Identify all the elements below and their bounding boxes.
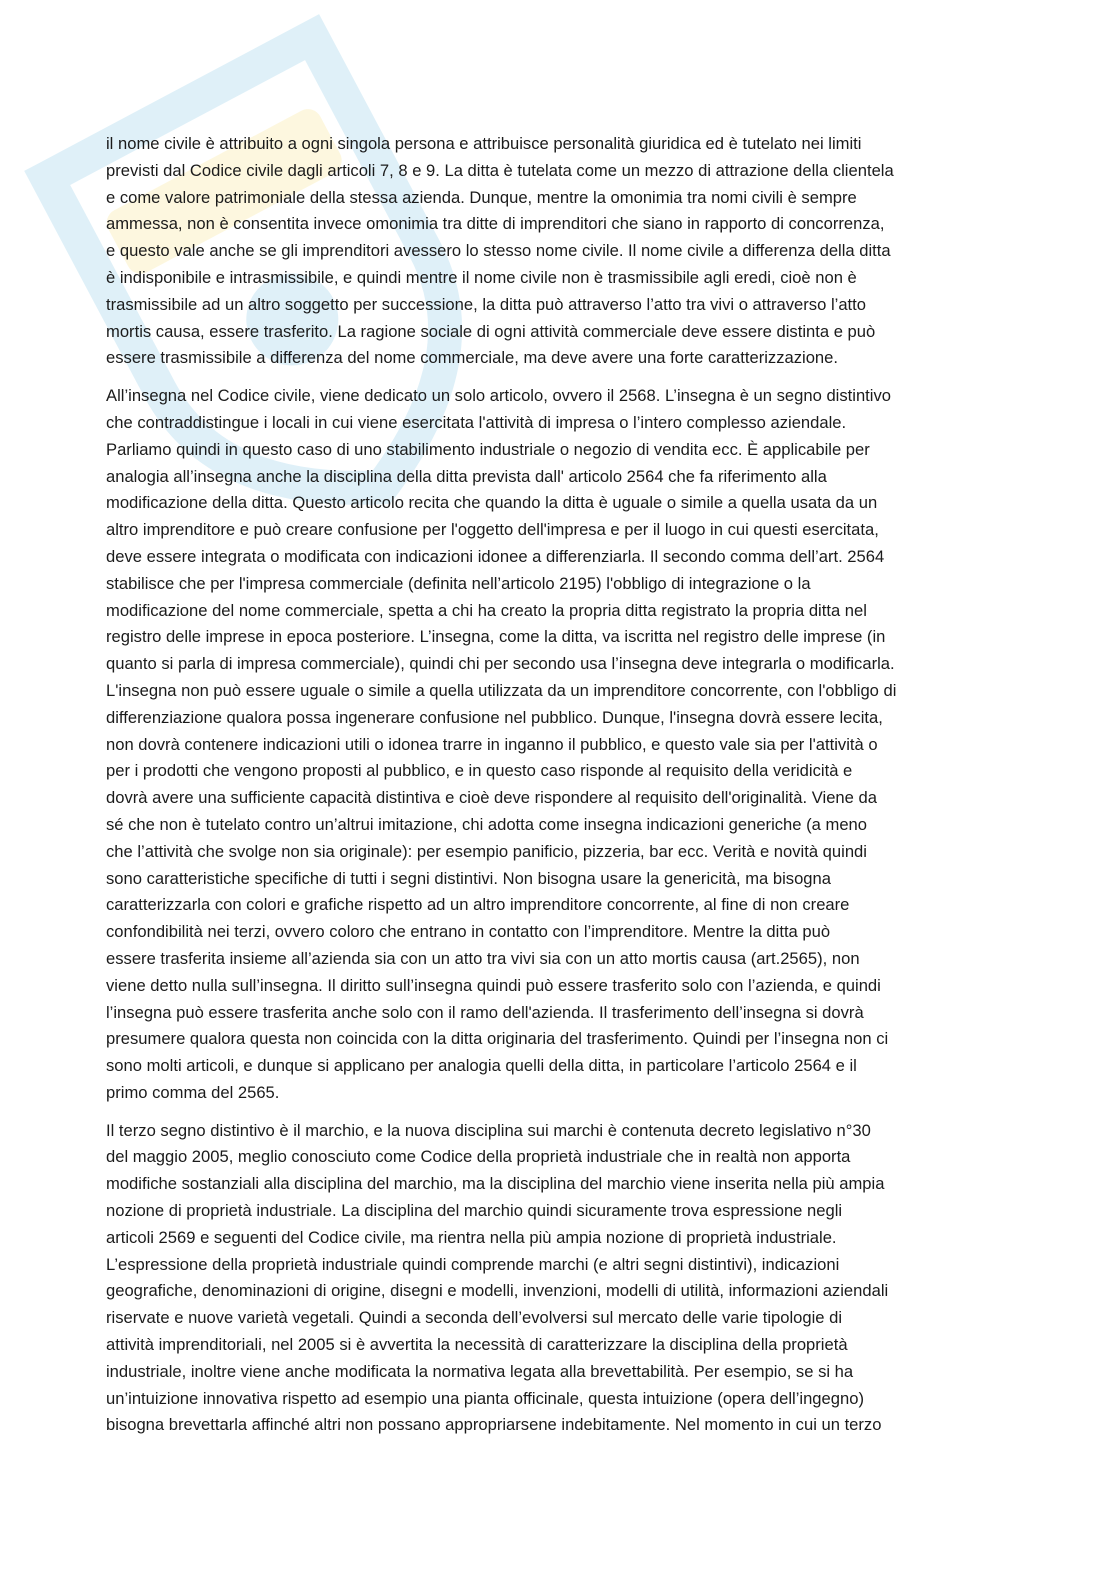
paragraph-marchio: Il terzo segno distintivo è il marchio, e la nuova disciplina sui marchi è contenuta decreto legislativo n°30 del maggio 2005, meglio conosciuto come Codice della proprietà industriale che in realtà non apporta modifiche sostanziali alla disciplina del marchio, ma la disciplina del marchio viene inserita nella più ampia nozione di proprietà industriale. La disciplina del marchio quindi sicuramente trova espressione negli articoli 2569 e seguenti del Codice civile, ma rientra nella più ampia nozione di proprietà industriale. L’espressione della proprietà industriale quindi comprende marchi (e altri segni distintivi), indicazioni geografiche, denominazioni di origine, disegni e modelli, invenzioni, modelli di utilità, informazioni aziendali riservate e nuove varietà vegetali. Quindi a seconda dell’evolversi sul mercato delle varie tipologie di attività imprenditoriali, nel 2005 si è avvertita la necessità di caratterizzare la disciplina della proprietà industriale, inoltre viene anche modificata la normativa legata alla brevettabilità. Per esempio, se si ha un’intuizione innovativa rispetto ad esempio una pianta officinale, questa intuizione (opera dell’ingegno) bisogna brevettarla affinché altri non possano appropriarsene indebitamente. Nel momento in cui un terzo [106, 1120, 889, 1435]
paragraph-ditta-nome-civile: il nome civile è attribuito a ogni singola persona e attribuisce personalità giuridica ed è tutelato nei limiti previsti dal Codice civile dagli articoli 7, 8 e 9. La ditta è tutelata come un mezzo di attrazione della clientela e come valore patrimoniale della stessa azienda. Dunque, mentre la omonimia tra nomi civili è sempre ammessa, non è consentita invece omonimia tra ditte di imprenditori che siano in rapporto di concorrenza, e questo vale anche se gli imprenditori avessero lo stesso nome civile. Il nome civile a differenza della ditta è indisponibile e intrasmissibile, e quindi mentre il nome civile non è trasmissibile agli eredi, cioè non è trasmissibile ad un altro soggetto per successione, la ditta può attraverso l’atto tra vivi o attraverso l’atto mortis causa, essere trasferito. La ragione sociale di ogni attività commerciale deve essere distinta e può essere trasmissibile a differenza del nome commerciale, ma deve avere una forte caratterizzazione. [106, 134, 894, 368]
paragraph-insegna: All’insegna nel Codice civile, viene dedicato un solo articolo, ovvero il 2568. L’insegna è un segno distintivo che contraddistingue i locali in cui viene esercitata l'attività di impresa o l’intero complesso aziendale. Parliamo quindi in questo caso di uno stabilimento industriale o negozio di vendita ecc. È applicabile per analogia all’insegna anche la disciplina della ditta prevista dall' articolo 2564 che fa riferimento alla modificazione della ditta. Questo articolo recita che quando la ditta è uguale o simile a quella usata da un altro imprenditore e può creare confusione per l'oggetto dell'impresa e per il luogo in cui questi esercitata, deve essere integrata o modificata con indicazioni idonee a differenziarla. Il secondo comma dell’art. 2564 stabilisce che per l'impresa commerciale (definita nell’articolo 2195) l'obbligo di integrazione o la modificazione del nome commerciale, spetta a chi ha creato la propria ditta registrato la propria ditta nel registro delle imprese in epoca posteriore. L’insegna, come la ditta, va iscritta nel registro delle imprese (in quanto si parla di impresa commerciale), quindi chi per secondo usa l’insegna deve integrarla o modificarla. L'insegna non può essere uguale o simile a quella utilizzata da un imprenditore concorrente, con l'obbligo di differenziazione qualora possa ingenerare confusione nel pubblico. Dunque, l'insegna dovrà essere lecita, non dovrà contenere indicazioni utili o idonea trarre in inganno il pubblico, e questo vale sia per l'attività o per i prodotti che vengono proposti al pubblico, e in questo caso risponde al requisito della veridicità e dovrà avere una sufficiente capacità distintiva e cioè deve rispondere al requisito dell'originalità. Viene da sé che non è tutelato contro un’altrui imitazione, chi adotta come insegna indicazioni generiche (a meno che l’attività che svolge non sia originale): per esempio panificio, pizzeria, bar ecc. Verità e novità quindi sono caratteristiche specifiche di tutti i segni distintivi. Non bisogna usare la genericità, ma bisogna caratterizzarla con colori e grafiche rispetto ad un altro imprenditore concorrente, al fine di non creare confondibilità nei terzi, ovvero coloro che entrano in contatto con l’imprenditore. Mentre la ditta può essere trasferita insieme all’azienda sia con un atto tra vivi sia con un atto mortis causa (art.2565), non viene detto nulla sull’insegna. Il diritto sull’insegna quindi può essere trasferito solo con l’azienda, e quindi l’insegna può essere trasferita anche solo con il ramo dell'azienda. Il trasferimento dell’insegna si dovrà presumere qualora questa non coincida con la ditta originaria del trasferimento. Quindi per l’insegna non ci sono molti articoli, e dunque si applicano per analogia quelli della ditta, in particolare l’articolo 2564 e il primo comma del 2565. [106, 386, 897, 1102]
document-body [106, 131, 1010, 1450]
